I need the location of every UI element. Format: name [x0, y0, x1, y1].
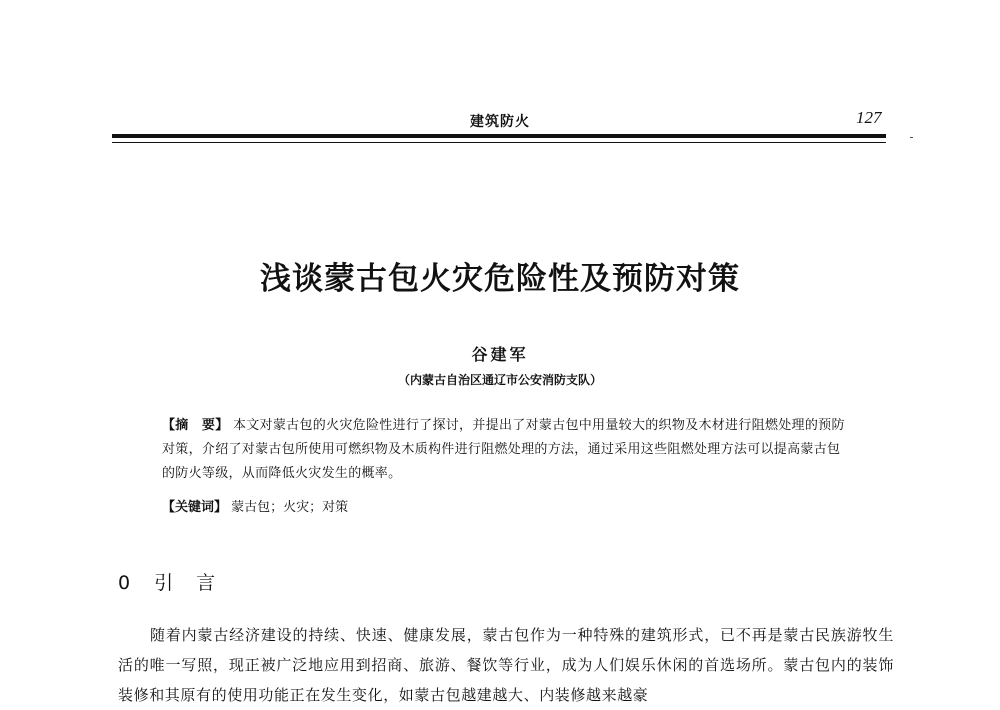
scan-mark — [910, 137, 913, 138]
keywords-text: 蒙古包；火灾；对策 — [231, 500, 349, 515]
header-rule-thin — [112, 142, 886, 143]
keywords-block — [162, 497, 348, 519]
abstract-block — [162, 414, 852, 486]
article-title: 浅谈蒙古包火灾危险性及预防对策 — [260, 261, 740, 297]
running-header-section: 建筑防火 — [470, 114, 530, 130]
page-number: 127 — [856, 108, 882, 127]
header-rule-thick — [112, 134, 886, 138]
article-author: 谷建军 — [471, 345, 529, 364]
section-title: 引 言 — [154, 572, 218, 594]
abstract-text: 本文对蒙古包的火灾危险性进行了探讨，并提出了对蒙古包中用量较大的织物及木材进行阻燃处理的预防对策，介绍了对蒙古包所使用可燃织物及木质构件进行阻燃处理的方法，通过采用这些阻燃处理方法可以提高蒙古包的防火等级，从而降低火灾发生的概率。 — [162, 418, 845, 481]
section-heading — [118, 568, 217, 595]
body-paragraph: 随着内蒙古经济建设的持续、快速、健康发展，蒙古包作为一种特殊的建筑形式，已不再是蒙古民族游牧生活的唯一写照，现正被广泛地应用到招商、旅游、餐饮等行业，成为人们娱乐休闲的首选场所。蒙古包内的装饰装修和其原有的使用功能正在发生变化，如蒙古包越建越大、内装修越来越豪 — [118, 626, 894, 704]
author-affiliation: （内蒙古自治区通辽市公安消防支队） — [397, 373, 602, 387]
abstract-label: 【摘 要】 — [162, 418, 229, 433]
section-number: 0 — [118, 572, 133, 594]
keywords-label: 【关键词】 — [162, 500, 228, 515]
